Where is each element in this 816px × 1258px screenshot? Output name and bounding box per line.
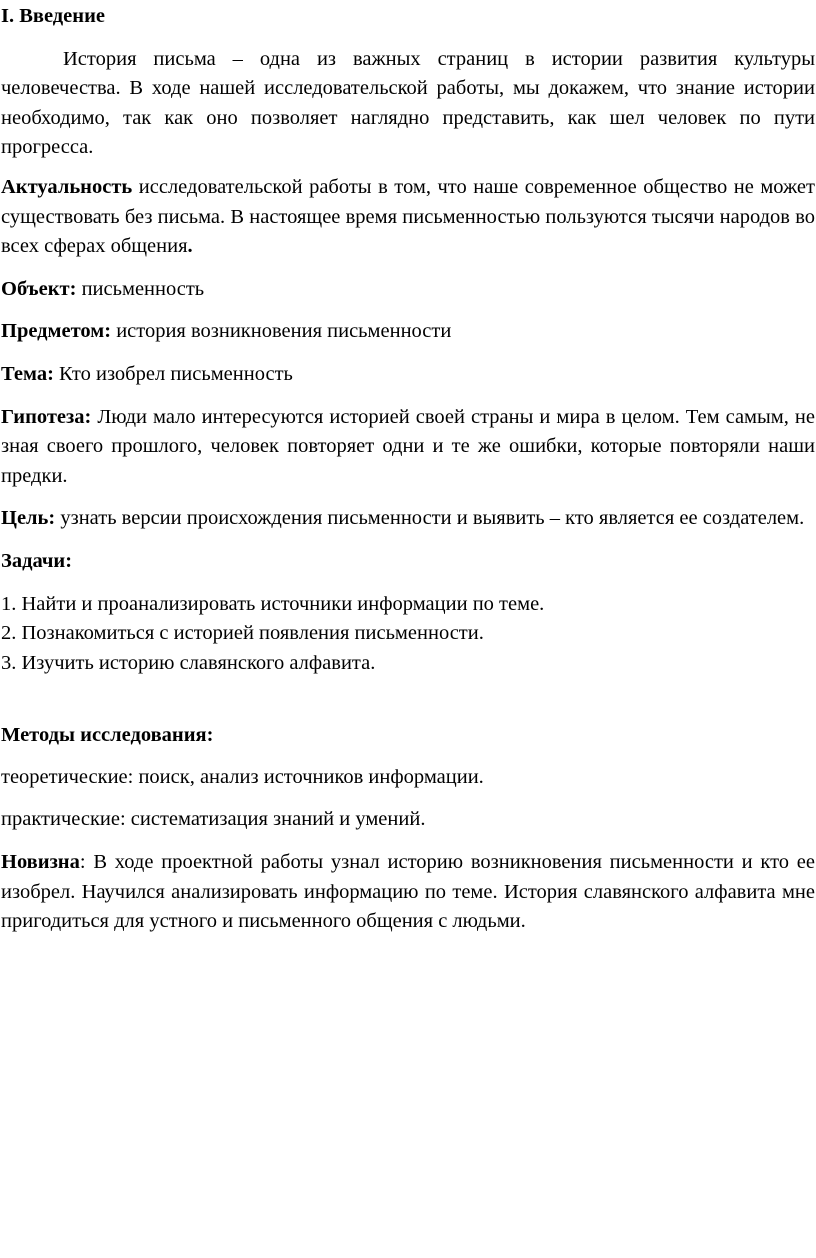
tasks-heading bbox=[1, 547, 815, 577]
subject-paragraph bbox=[1, 317, 815, 347]
methods-practical: практические: систематизация знаний и умений. bbox=[1, 808, 426, 831]
relevance-end: . bbox=[187, 235, 193, 258]
novelty-text: : В ходе проектной работы узнал историю возникновения письменности и кто ее изобрел. Научился анализировать информацию по теме. История славянского алфавита мне пригодиться для устного и письменного общения с людьми. bbox=[1, 851, 815, 933]
hypothesis-paragraph bbox=[1, 403, 815, 492]
hypothesis-text: Люди мало интересуются историей своей страны и мира в целом. Тем самым, не зная своего прошлого, человек повторяет одни и те же ошибки, которые повторяли наши предки. bbox=[1, 405, 815, 487]
list-item: 1. Найти и проанализировать источники информации по теме. bbox=[1, 592, 545, 615]
novelty-paragraph bbox=[1, 848, 815, 937]
relevance-text: исследовательской работы в том, что наше современное общество не может существовать без письма. В настоящее время письменностью пользуются тысячи народов во всех сферах общения bbox=[1, 175, 815, 258]
topic-paragraph bbox=[1, 360, 815, 390]
goal-label: Цель: bbox=[1, 507, 56, 530]
list-item: 3. Изучить историю славянского алфавита. bbox=[1, 651, 376, 674]
tasks-list bbox=[1, 590, 815, 679]
hypothesis-label: Гипотеза: bbox=[1, 405, 92, 428]
object-paragraph bbox=[1, 275, 815, 305]
subject-label: Предметом: bbox=[1, 320, 112, 343]
object-label: Объект: bbox=[1, 277, 77, 300]
relevance-paragraph bbox=[1, 173, 815, 262]
methods-heading: Методы исследования: bbox=[1, 724, 214, 747]
object-text: письменность bbox=[76, 277, 205, 300]
methods-theoretical: теоретические: поиск, анализ источников информации. bbox=[1, 765, 484, 788]
topic-text: Кто изобрел письменность bbox=[53, 362, 293, 385]
tasks-label: Задачи: bbox=[1, 549, 73, 572]
document-body bbox=[1, 2, 815, 950]
intro-paragraph: История письма – одна из важных страниц в истории развития культуры человечества. В ходе нашей исследовательской работы, мы докажем, что знание истории необходимо, так как оно позволяет наглядно представить, как шел человек по пути прогресса. bbox=[1, 47, 815, 159]
section-heading: I. Введение bbox=[1, 5, 105, 27]
novelty-label: Новизна bbox=[1, 851, 80, 874]
subject-text: история возникновения письменности bbox=[111, 320, 452, 343]
goal-paragraph bbox=[1, 504, 815, 534]
list-item: 2. Познакомиться с историей появления письменности. bbox=[1, 622, 484, 645]
goal-text: узнать версии происхождения письменности и выявить – кто является ее создателем. bbox=[55, 507, 805, 530]
topic-label: Тема: bbox=[1, 362, 54, 385]
relevance-label: Актуальность bbox=[1, 175, 133, 198]
